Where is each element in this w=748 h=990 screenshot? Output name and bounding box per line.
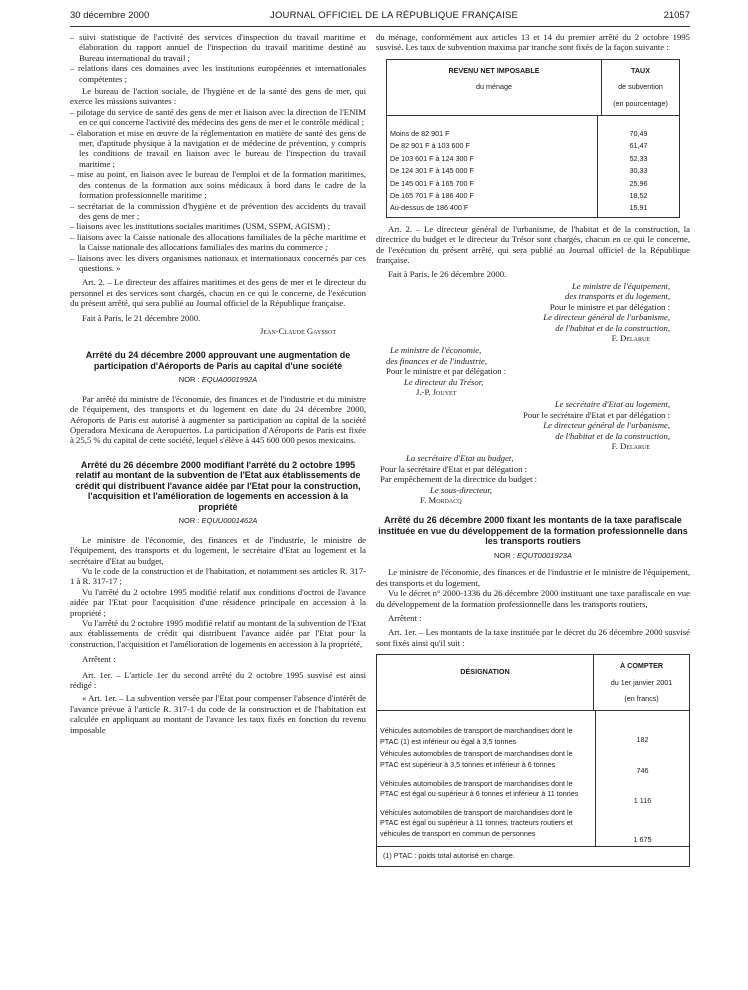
table-footnote: (1) PTAC : poids total autorisé en charge.: [377, 846, 689, 865]
table-row: [377, 725, 689, 748]
signature-line: de l'habitat et de la construction,: [555, 430, 670, 441]
income-bracket: De 82 901 F à 103 600 F: [387, 140, 598, 152]
header-date: 30 décembre 2000: [70, 10, 150, 21]
paragraph: Vu le code de la construction et de l'habitation, et notamment ses articles R. 317-1 à R. 317-17 ;: [70, 565, 366, 587]
income-bracket: De 124 301 F à 145 000 F: [387, 165, 598, 177]
signature: Jean-Claude Gayssot: [260, 325, 336, 336]
tax-value: 1 116: [633, 795, 652, 805]
header-line: (en francs): [624, 694, 659, 703]
header-line: du ménage: [476, 82, 512, 92]
header-line: de subvention: [618, 82, 663, 92]
rate-value: 30,33: [629, 166, 648, 176]
paragraph: du ménage, conformément aux articles 13 et 14 du premier arrêté du 2 octobre 1995 susvisé. Les taux de subvention maxima par tranche sont fixés de la façon suivante :: [376, 32, 690, 53]
table-row: [387, 165, 679, 177]
list-item: – relations dans ces domaines avec les institutions européennes et internationales compétentes ;: [70, 63, 366, 84]
table-row: [387, 128, 679, 140]
signature-line: Le ministre de l'économie,: [390, 345, 482, 356]
rate-value: 52,33: [629, 153, 648, 163]
arrete-title: Arrêté du 26 décembre 2000 modifiant l'arrêté du 2 octobre 1995 relatif au montant de la subvention de l'Etat aux établissements de crédit qui distribuent l'avance aidée par l'Etat pour la construction, l'acquisition et l'amélioration de logements en accession à la propriété: [75, 459, 361, 512]
paragraph: Le ministre de l'économie, des finances et de l'industrie et le ministre de l'équipement, des transports et du logement,: [376, 567, 690, 588]
vehicle-category: Véhicules automobiles de transport de marchandises dont le PTAC est égal ou supérieur à 6 tonnes et inférieur à 11 tonnes: [377, 778, 596, 807]
header-line: À COMPTER: [619, 661, 664, 671]
income-bracket: De 145 001 F à 165 700 F: [387, 178, 598, 190]
page-header: [70, 10, 690, 24]
vehicle-category: Véhicules automobiles de transport de marchandises dont le PTAC est égal ou supérieur à 11 tonnes, tracteurs routiers et véhicules de transport en commun de personnes: [377, 807, 596, 846]
signature-line: Pour le ministre et par délégation :: [386, 366, 507, 377]
nor-reference: [376, 551, 690, 561]
paragraph: Vu l'arrêté du 2 octobre 1995 modifié relatif aux conditions d'octroi de l'avance aidée par l'Etat pour l'acquisition d'une résidence principale en accession à la propriété ;: [70, 586, 366, 618]
signature-line: La secrétaire d'Etat au budget,: [406, 453, 514, 464]
table-row: [377, 778, 689, 807]
table-row: [387, 153, 679, 165]
header-line: TAUX: [630, 65, 651, 75]
vehicle-category: Véhicules automobiles de transport de marchandises dont le PTAC est supérieur à 3,5 tonnes et inférieur à 6 tonnes: [377, 748, 596, 777]
signature-line: Pour le ministre et par délégation :: [549, 301, 670, 312]
arretent: Arrêtent :: [388, 612, 422, 623]
signature-name: F. Delarue: [611, 332, 650, 343]
arrete-body: Par arrêté du ministre de l'économie, des finances et de l'industrie et du ministre de l'équipement, des transports et du logement en date du 24 décembre 2000, Aéroports de Paris est autorisé à augmenter sa participation au capital de la société Operadora Mexicana de Aeropuertos. La participation d'Aéroports de Paris est fixée à 25,5 % du capital de cette société, lequel s'élève à 445 600 000 pesos mexicains.: [70, 393, 366, 446]
table-header-amount: [594, 655, 689, 710]
table-row: [387, 202, 679, 216]
journal-title: JOURNAL OFFICIEL DE LA RÉPUBLIQUE FRANÇAISE: [270, 10, 519, 21]
rate-value: 61,47: [629, 141, 648, 151]
nor-label: NOR :: [494, 550, 515, 560]
header-line: REVENU NET IMPOSABLE: [448, 65, 540, 75]
subsidy-rate-table: [386, 59, 680, 218]
nor-reference: [70, 516, 366, 526]
table-header-rate: [602, 60, 679, 115]
paragraph: Vu le décret n° 2000-1336 du 26 décembre 2000 instituant une taxe parafiscale en vue du développement de la formation professionnelle dans les transports routiers,: [376, 588, 690, 609]
signature-line: Par empêchement de la directrice du budget :: [380, 474, 538, 485]
table-row: [377, 807, 689, 846]
signature-line: Le directeur du Trésor,: [404, 376, 484, 387]
nor-label: NOR :: [178, 375, 200, 385]
vehicle-category: Véhicules automobiles de transport de marchandises dont le PTAC (1) est inférieur ou égal à 3,5 tonnes: [377, 725, 596, 748]
signature-line: Le sous-directeur,: [430, 484, 492, 495]
list-item: – mise au point, en liaison avec le bureau de l'emploi et de la formation maritimes, des contenus de la formation aux soins médicaux à bord dans le cadre de la formation professionnelle maritime ;: [70, 169, 366, 201]
signature-name: J.-P. Jouyet: [416, 386, 457, 397]
article-2: Art. 2. – Le directeur des affaires maritimes et des gens de mer et le directeur du personnel et des services sont chargés, chacun en ce qui le concerne, de l'exécution du présent arrêté, qui sera publié au Journal officiel de la République française.: [70, 277, 366, 309]
nor-code: EQUT0001923A: [516, 550, 572, 560]
rate-value: 70,49: [629, 129, 648, 139]
list-item: – secrétariat de la commission d'hygiène et de prévention des accidents du travail des gens de mer ;: [70, 200, 366, 221]
income-bracket: Au-dessus de 186 400 F: [387, 202, 598, 216]
signature-block: [376, 281, 690, 343]
signature-line: des finances et de l'industrie,: [386, 355, 488, 366]
arretent: Arrêtent :: [82, 654, 116, 665]
paragraph: Le ministre de l'économie, des finances et de l'industrie, le ministre de l'équipement, des transports et du logement, le secrétaire d'Etat au logement et la secrétaire d'Etat au budget,: [70, 534, 366, 566]
paragraph: Vu l'arrêté du 2 octobre 1995 modifié relatif au montant de la subvention de l'Etat aux établissements de crédit qui distribuent l'avance aidée par l'Etat pour la construction, l'acquisition et l'amélioration de logements en accession à la propriété,: [70, 617, 366, 649]
left-column: [70, 32, 366, 735]
article-1: Art. 1er. – L'article 1er du second arrêté du 2 octobre 1995 susvisé est ainsi rédigé :: [70, 669, 366, 690]
signature-line: des transports et du logement,: [565, 291, 670, 302]
signature-line: Pour le secrétaire d'Etat et par délégation :: [522, 409, 670, 420]
signature-line: Le directeur général de l'urbanisme,: [543, 420, 670, 431]
table-row: [377, 748, 689, 777]
header-line: du 1er janvier 2001: [610, 677, 673, 687]
tax-value: 746: [636, 766, 649, 776]
list-item: – liaisons avec les divers organismes nationaux et internationaux concernés par ces questions. »: [70, 252, 366, 273]
nor-reference: [70, 375, 366, 385]
income-bracket: De 103 601 F à 124 300 F: [387, 153, 598, 165]
income-bracket: De 165 701 F à 186 400 F: [387, 190, 598, 202]
fait-a-paris: Fait à Paris, le 21 décembre 2000.: [82, 312, 201, 323]
signature-name: F. Mordacq: [420, 495, 462, 506]
signature-block: [376, 453, 690, 505]
table-header-income: [387, 60, 602, 115]
arrete-title: Arrêté du 26 décembre 2000 fixant les montants de la taxe parafiscale instituée en vue du développement de la formation professionnelle dans les transports routiers: [378, 515, 688, 547]
table-row: [387, 178, 679, 190]
nor-label: NOR :: [178, 516, 200, 526]
rate-value: 18,52: [629, 191, 648, 201]
list-item: – suivi statistique de l'activité des services d'inspection du travail maritime et élaboration du rapport annuel de l'inspection du travail maritime destiné au Bureau international du travail ;: [70, 32, 366, 63]
signature-line: Le secrétaire d'Etat au logement,: [554, 399, 670, 410]
nor-code: EQUA0001992A: [201, 375, 258, 385]
signature-name: F. Delarue: [611, 441, 650, 451]
table-header-designation: DÉSIGNATION: [377, 655, 594, 710]
rate-value: 25,96: [629, 178, 648, 188]
signature-block: [376, 399, 690, 451]
signature-block: [376, 345, 690, 397]
list-item: – liaisons avec la Caisse nationale des allocations familiales de la pêche maritime et la Caisse nationale des allocations familiales des marins du commerce ;: [70, 231, 366, 253]
income-bracket: Moins de 82 901 F: [387, 128, 598, 140]
signature-line: Pour la secrétaire d'Etat et par délégation :: [380, 463, 528, 474]
nor-code: EQUU0001462A: [201, 516, 258, 526]
arrete-title: Arrêté du 24 décembre 2000 approuvant une augmentation de participation d'Aéroports de Paris au capital d'une société: [85, 350, 351, 371]
list-item: – liaisons avec les institutions sociales maritimes (USM, SSPM, AGISM) ;: [70, 221, 331, 232]
signature-line: de l'habitat et de la construction,: [555, 322, 670, 333]
table-row: [387, 140, 679, 152]
signature-line: Le directeur général de l'urbanisme,: [543, 312, 670, 323]
signature-line: Le ministre de l'équipement,: [571, 280, 670, 291]
article-1: Art. 1er. – Les montants de la taxe instituée par le décret du 26 décembre 2000 susvisé sont fixés ainsi qu'il suit :: [376, 627, 690, 648]
table-row: [387, 190, 679, 202]
bureau-intro: Le bureau de l'action sociale, de l'hygiène et de la santé des gens de mer, qui exerce les missions suivantes :: [70, 86, 366, 107]
header-rule: [70, 26, 690, 27]
list-item: – élaboration et mise en œuvre de la réglementation en matière de santé des gens de mer, d'aptitude physique à la navigation et de médecine de prévention, y compris les conditions de travail en liaison avec le bureau de l'inspection du travail maritime ;: [70, 127, 366, 169]
list-item: – pilotage du service de santé des gens de mer et liaison avec la direction de l'ENIM en ce qui concerne l'activité des médecins des gens de mer et le contrôle médical ;: [70, 106, 366, 128]
header-line: (en pourcentage): [613, 98, 668, 108]
tax-value: 1 675: [633, 835, 652, 845]
article-2: Art. 2. – Le directeur général de l'urbanisme, de l'habitat et de la construction, la directrice du budget et le directeur du Trésor sont chargés, chacun en ce qui le concerne, de l'exécution du présent arrêté, qui sera publié au Journal officiel de la République française.: [376, 223, 690, 266]
page-number: 21057: [663, 10, 690, 21]
right-column: [376, 32, 690, 873]
fait-a-paris: Fait à Paris, le 26 décembre 2000.: [388, 268, 507, 279]
tax-value: 182: [636, 735, 649, 745]
article-1-quote: « Art. 1er. – La subvention versée par l'Etat pour compenser l'absence d'intérêt de l'avance prévue à l'article R. 317-1 du code de la construction et de l'habitation est calculée en appliquant au montant de l'avance les taux fixés en fonction du revenu imposable: [70, 693, 366, 735]
rate-value: 15,91: [629, 203, 648, 213]
tax-amount-table: [376, 654, 690, 867]
